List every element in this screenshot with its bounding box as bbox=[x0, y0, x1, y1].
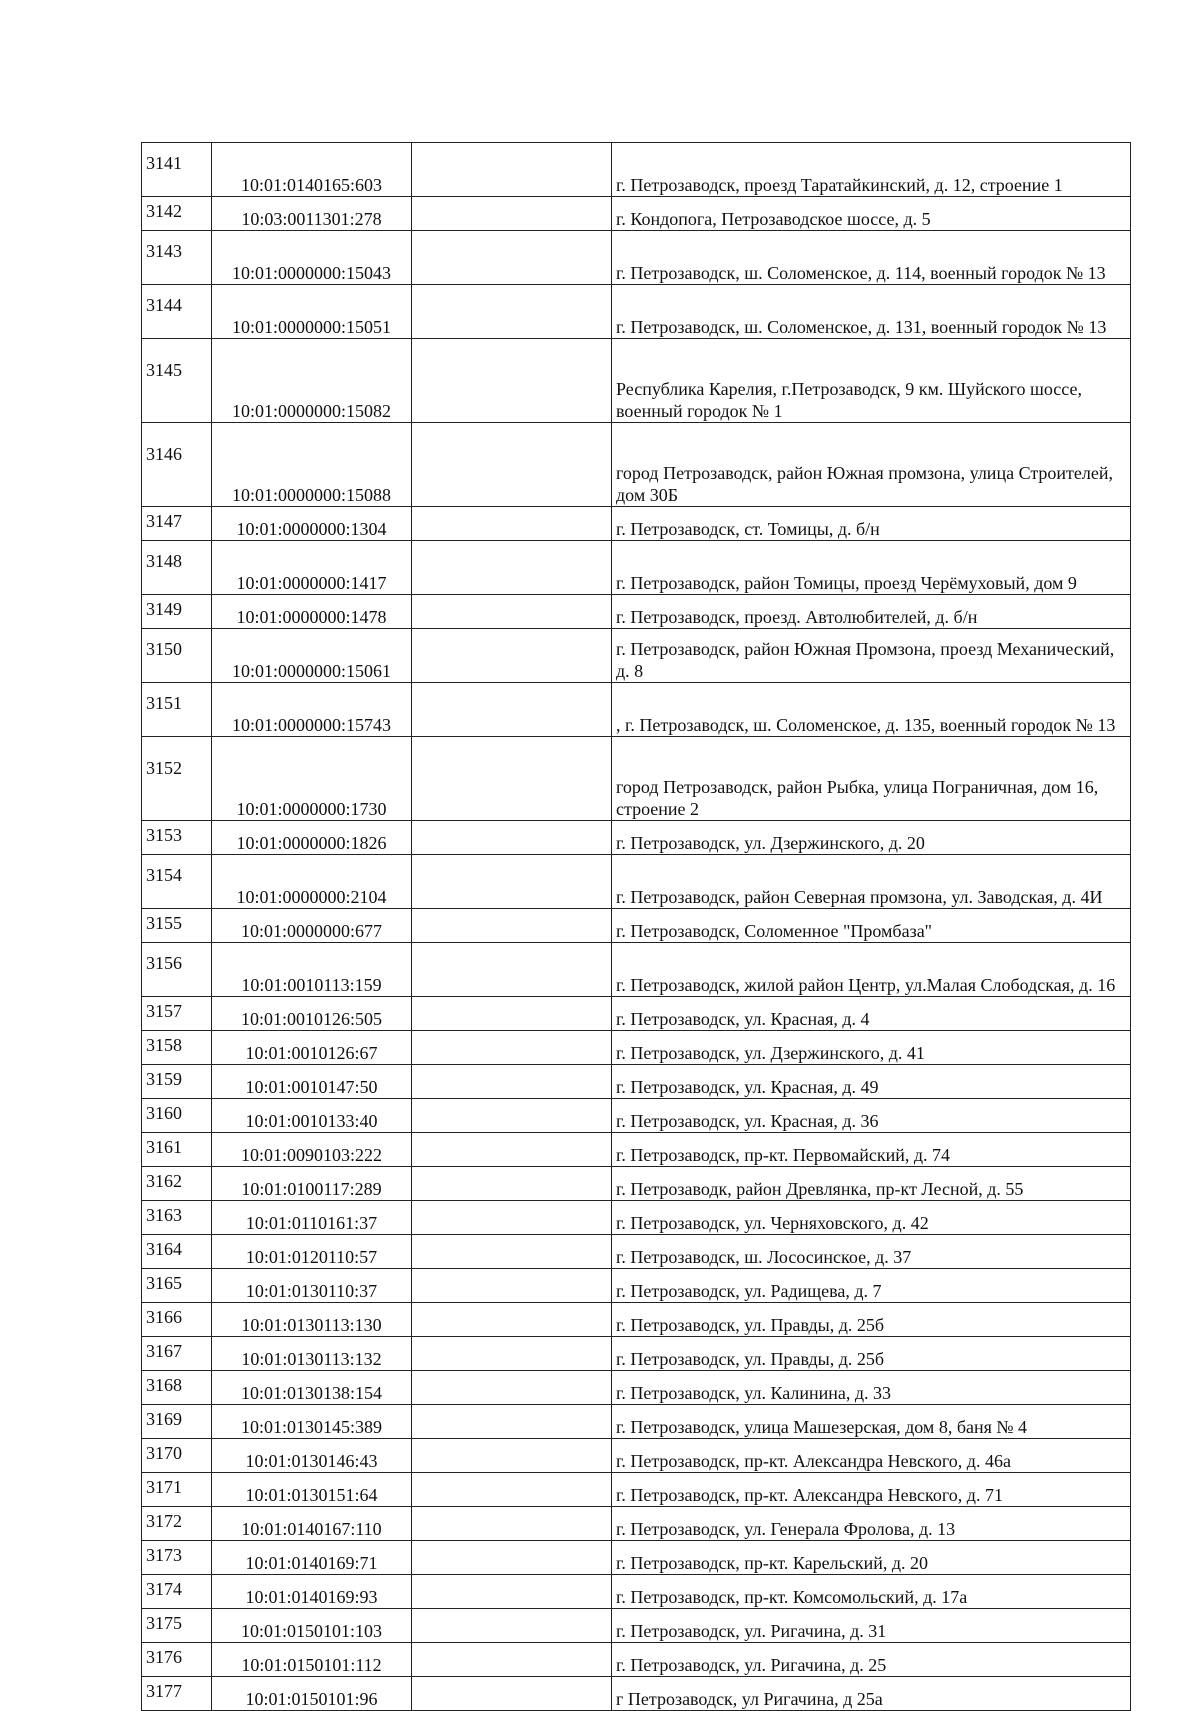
empty-cell bbox=[412, 197, 612, 231]
address-cell: г. Петрозаводк, район Древлянка, пр-кт Лесной, д. 55 bbox=[612, 1167, 1131, 1201]
empty-cell bbox=[412, 737, 612, 821]
table-row bbox=[142, 1609, 1131, 1643]
cadastral-number-cell: 10:01:0150101:96 bbox=[212, 1677, 412, 1711]
empty-cell bbox=[412, 909, 612, 943]
address-cell: г. Петрозаводск, пр-кт. Александра Невского, д. 46а bbox=[612, 1439, 1131, 1473]
row-number-cell: 3155 bbox=[142, 909, 212, 943]
row-number-cell: 3158 bbox=[142, 1031, 212, 1065]
register-table-body bbox=[142, 143, 1131, 1711]
property-register-table bbox=[141, 142, 1131, 1711]
address-cell: г. Петрозаводск, ул. Красная, д. 49 bbox=[612, 1065, 1131, 1099]
table-row bbox=[142, 1099, 1131, 1133]
table-row bbox=[142, 197, 1131, 231]
row-number-cell: 3168 bbox=[142, 1371, 212, 1405]
row-number-cell: 3177 bbox=[142, 1677, 212, 1711]
cadastral-number-cell: 10:01:0140167:110 bbox=[212, 1507, 412, 1541]
address-cell: г. Петрозаводск, пр-кт. Комсомольский, д. 17а bbox=[612, 1575, 1131, 1609]
cadastral-number-cell: 10:01:0000000:15082 bbox=[212, 339, 412, 423]
table-row bbox=[142, 683, 1131, 737]
row-number-cell: 3161 bbox=[142, 1133, 212, 1167]
empty-cell bbox=[412, 1541, 612, 1575]
row-number-cell: 3169 bbox=[142, 1405, 212, 1439]
cadastral-number-cell: 10:01:0130151:64 bbox=[212, 1473, 412, 1507]
cadastral-number-cell: 10:01:0150101:112 bbox=[212, 1643, 412, 1677]
row-number-cell: 3151 bbox=[142, 683, 212, 737]
row-number-cell: 3145 bbox=[142, 339, 212, 423]
row-number-cell: 3147 bbox=[142, 507, 212, 541]
empty-cell bbox=[412, 1065, 612, 1099]
empty-cell bbox=[412, 629, 612, 683]
empty-cell bbox=[412, 143, 612, 197]
cadastral-number-cell: 10:01:0000000:15043 bbox=[212, 231, 412, 285]
empty-cell bbox=[412, 1201, 612, 1235]
address-cell: г. Петрозаводск, ул. Генерала Фролова, д. 13 bbox=[612, 1507, 1131, 1541]
cadastral-number-cell: 10:01:0000000:677 bbox=[212, 909, 412, 943]
empty-cell bbox=[412, 1099, 612, 1133]
table-row bbox=[142, 541, 1131, 595]
address-cell: г. Петрозаводск, ул. Ригачина, д. 31 bbox=[612, 1609, 1131, 1643]
address-cell: г. Петрозаводск, ул. Красная, д. 4 bbox=[612, 997, 1131, 1031]
table-row bbox=[142, 1371, 1131, 1405]
cadastral-number-cell: 10:01:0140169:71 bbox=[212, 1541, 412, 1575]
cadastral-number-cell: 10:01:0000000:1304 bbox=[212, 507, 412, 541]
row-number-cell: 3166 bbox=[142, 1303, 212, 1337]
row-number-cell: 3172 bbox=[142, 1507, 212, 1541]
table-row bbox=[142, 1575, 1131, 1609]
cadastral-number-cell: 10:01:0000000:15743 bbox=[212, 683, 412, 737]
table-row bbox=[142, 1201, 1131, 1235]
address-cell: г. Петрозаводск, пр-кт. Александра Невского, д. 71 bbox=[612, 1473, 1131, 1507]
empty-cell bbox=[412, 943, 612, 997]
cadastral-number-cell: 10:01:0130113:130 bbox=[212, 1303, 412, 1337]
table-row bbox=[142, 737, 1131, 821]
table-row bbox=[142, 507, 1131, 541]
row-number-cell: 3150 bbox=[142, 629, 212, 683]
empty-cell bbox=[412, 855, 612, 909]
row-number-cell: 3153 bbox=[142, 821, 212, 855]
table-row bbox=[142, 231, 1131, 285]
cadastral-number-cell: 10:01:0000000:1730 bbox=[212, 737, 412, 821]
address-cell: г. Петрозаводск, ст. Томицы, д. б/н bbox=[612, 507, 1131, 541]
row-number-cell: 3146 bbox=[142, 423, 212, 507]
empty-cell bbox=[412, 1575, 612, 1609]
empty-cell bbox=[412, 231, 612, 285]
address-cell: г. Петрозаводск, ул. Правды, д. 25б bbox=[612, 1303, 1131, 1337]
address-cell: г. Петрозаводск, ул. Красная, д. 36 bbox=[612, 1099, 1131, 1133]
address-cell: г. Петрозаводск, Соломенное "Промбаза" bbox=[612, 909, 1131, 943]
address-cell: город Петрозаводск, район Рыбка, улица Пограничная, дом 16, строение 2 bbox=[612, 737, 1131, 821]
row-number-cell: 3162 bbox=[142, 1167, 212, 1201]
row-number-cell: 3167 bbox=[142, 1337, 212, 1371]
address-cell: г. Петрозаводск, ул. Калинина, д. 33 bbox=[612, 1371, 1131, 1405]
table-row bbox=[142, 1541, 1131, 1575]
cadastral-number-cell: 10:03:0011301:278 bbox=[212, 197, 412, 231]
cadastral-number-cell: 10:01:0140169:93 bbox=[212, 1575, 412, 1609]
table-row bbox=[142, 1235, 1131, 1269]
cadastral-number-cell: 10:01:0010133:40 bbox=[212, 1099, 412, 1133]
table-row bbox=[142, 997, 1131, 1031]
empty-cell bbox=[412, 285, 612, 339]
table-row bbox=[142, 1643, 1131, 1677]
cadastral-number-cell: 10:01:0000000:15088 bbox=[212, 423, 412, 507]
table-row bbox=[142, 1507, 1131, 1541]
empty-cell bbox=[412, 1371, 612, 1405]
table-row bbox=[142, 423, 1131, 507]
cadastral-number-cell: 10:01:0130146:43 bbox=[212, 1439, 412, 1473]
cadastral-number-cell: 10:01:0000000:15061 bbox=[212, 629, 412, 683]
cadastral-number-cell: 10:01:0000000:1826 bbox=[212, 821, 412, 855]
address-cell: г. Петрозаводск, район Южная Промзона, проезд Механический, д. 8 bbox=[612, 629, 1131, 683]
table-row bbox=[142, 339, 1131, 423]
address-cell: г. Петрозаводск, ул. Дзержинского, д. 41 bbox=[612, 1031, 1131, 1065]
address-cell: г. Петрозаводск, проезд. Автолюбителей, д. б/н bbox=[612, 595, 1131, 629]
cadastral-number-cell: 10:01:0010126:505 bbox=[212, 997, 412, 1031]
empty-cell bbox=[412, 1677, 612, 1711]
cadastral-number-cell: 10:01:0130138:154 bbox=[212, 1371, 412, 1405]
empty-cell bbox=[412, 1609, 612, 1643]
empty-cell bbox=[412, 1235, 612, 1269]
address-cell: г. Кондопога, Петрозаводское шоссе, д. 5 bbox=[612, 197, 1131, 231]
address-cell: Республика Карелия, г.Петрозаводск, 9 км. Шуйского шоссе, военный городок № 1 bbox=[612, 339, 1131, 423]
empty-cell bbox=[412, 339, 612, 423]
row-number-cell: 3152 bbox=[142, 737, 212, 821]
cadastral-number-cell: 10:01:0010126:67 bbox=[212, 1031, 412, 1065]
table-row bbox=[142, 143, 1131, 197]
empty-cell bbox=[412, 1269, 612, 1303]
row-number-cell: 3171 bbox=[142, 1473, 212, 1507]
cadastral-number-cell: 10:01:0090103:222 bbox=[212, 1133, 412, 1167]
address-cell: г. Петрозаводск, ш. Лососинское, д. 37 bbox=[612, 1235, 1131, 1269]
empty-cell bbox=[412, 595, 612, 629]
empty-cell bbox=[412, 1507, 612, 1541]
table-row bbox=[142, 821, 1131, 855]
table-row bbox=[142, 1065, 1131, 1099]
empty-cell bbox=[412, 1167, 612, 1201]
row-number-cell: 3165 bbox=[142, 1269, 212, 1303]
table-row bbox=[142, 595, 1131, 629]
row-number-cell: 3144 bbox=[142, 285, 212, 339]
address-cell: г. Петрозаводск, ул. Ригачина, д. 25 bbox=[612, 1643, 1131, 1677]
cadastral-number-cell: 10:01:0150101:103 bbox=[212, 1609, 412, 1643]
cadastral-number-cell: 10:01:0120110:57 bbox=[212, 1235, 412, 1269]
table-row bbox=[142, 1677, 1131, 1711]
address-cell: г. Петрозаводск, ш. Соломенское, д. 131, военный городок № 13 bbox=[612, 285, 1131, 339]
row-number-cell: 3154 bbox=[142, 855, 212, 909]
address-cell: г. Петрозаводск, проезд Таратайкинский, д. 12, строение 1 bbox=[612, 143, 1131, 197]
empty-cell bbox=[412, 1405, 612, 1439]
row-number-cell: 3148 bbox=[142, 541, 212, 595]
address-cell: город Петрозаводск, район Южная промзона, улица Строителей, дом 30Б bbox=[612, 423, 1131, 507]
address-cell: г. Петрозаводск, район Северная промзона, ул. Заводская, д. 4И bbox=[612, 855, 1131, 909]
address-cell: г. Петрозаводск, пр-кт. Первомайский, д. 74 bbox=[612, 1133, 1131, 1167]
row-number-cell: 3141 bbox=[142, 143, 212, 197]
cadastral-number-cell: 10:01:0000000:1478 bbox=[212, 595, 412, 629]
address-cell: г. Петрозаводск, ул. Черняховского, д. 42 bbox=[612, 1201, 1131, 1235]
row-number-cell: 3160 bbox=[142, 1099, 212, 1133]
table-row bbox=[142, 1439, 1131, 1473]
row-number-cell: 3149 bbox=[142, 595, 212, 629]
address-cell: г. Петрозаводск, жилой район Центр, ул.Малая Слободская, д. 16 bbox=[612, 943, 1131, 997]
cadastral-number-cell: 10:01:0130145:389 bbox=[212, 1405, 412, 1439]
row-number-cell: 3156 bbox=[142, 943, 212, 997]
empty-cell bbox=[412, 541, 612, 595]
empty-cell bbox=[412, 1337, 612, 1371]
cadastral-number-cell: 10:01:0000000:1417 bbox=[212, 541, 412, 595]
table-row bbox=[142, 1031, 1131, 1065]
empty-cell bbox=[412, 507, 612, 541]
address-cell: г. Петрозаводск, улица Машезерская, дом 8, баня № 4 bbox=[612, 1405, 1131, 1439]
row-number-cell: 3174 bbox=[142, 1575, 212, 1609]
row-number-cell: 3176 bbox=[142, 1643, 212, 1677]
row-number-cell: 3175 bbox=[142, 1609, 212, 1643]
address-cell: г. Петрозаводск, ул. Дзержинского, д. 20 bbox=[612, 821, 1131, 855]
empty-cell bbox=[412, 1643, 612, 1677]
table-row bbox=[142, 943, 1131, 997]
address-cell: г Петрозаводск, ул Ригачина, д 25а bbox=[612, 1677, 1131, 1711]
table-row bbox=[142, 1303, 1131, 1337]
empty-cell bbox=[412, 1473, 612, 1507]
cadastral-number-cell: 10:01:0000000:15051 bbox=[212, 285, 412, 339]
empty-cell bbox=[412, 683, 612, 737]
row-number-cell: 3163 bbox=[142, 1201, 212, 1235]
address-cell: г. Петрозаводск, ш. Соломенское, д. 114, военный городок № 13 bbox=[612, 231, 1131, 285]
cadastral-number-cell: 10:01:0130113:132 bbox=[212, 1337, 412, 1371]
table-row bbox=[142, 285, 1131, 339]
table-row bbox=[142, 1133, 1131, 1167]
row-number-cell: 3142 bbox=[142, 197, 212, 231]
cadastral-number-cell: 10:01:0140165:603 bbox=[212, 143, 412, 197]
empty-cell bbox=[412, 821, 612, 855]
cadastral-number-cell: 10:01:0010147:50 bbox=[212, 1065, 412, 1099]
address-cell: г. Петрозаводск, ул. Радищева, д. 7 bbox=[612, 1269, 1131, 1303]
cadastral-number-cell: 10:01:0130110:37 bbox=[212, 1269, 412, 1303]
table-row bbox=[142, 1405, 1131, 1439]
cadastral-number-cell: 10:01:0000000:2104 bbox=[212, 855, 412, 909]
table-row bbox=[142, 1337, 1131, 1371]
empty-cell bbox=[412, 1133, 612, 1167]
address-cell: , г. Петрозаводск, ш. Соломенское, д. 135, военный городок № 13 bbox=[612, 683, 1131, 737]
table-row bbox=[142, 1269, 1131, 1303]
row-number-cell: 3143 bbox=[142, 231, 212, 285]
empty-cell bbox=[412, 1031, 612, 1065]
table-row bbox=[142, 909, 1131, 943]
table-row bbox=[142, 855, 1131, 909]
address-cell: г. Петрозаводск, пр-кт. Карельский, д. 20 bbox=[612, 1541, 1131, 1575]
row-number-cell: 3159 bbox=[142, 1065, 212, 1099]
row-number-cell: 3164 bbox=[142, 1235, 212, 1269]
empty-cell bbox=[412, 997, 612, 1031]
table-row bbox=[142, 629, 1131, 683]
row-number-cell: 3173 bbox=[142, 1541, 212, 1575]
row-number-cell: 3157 bbox=[142, 997, 212, 1031]
cadastral-number-cell: 10:01:0110161:37 bbox=[212, 1201, 412, 1235]
address-cell: г. Петрозаводск, ул. Правды, д. 25б bbox=[612, 1337, 1131, 1371]
cadastral-number-cell: 10:01:0010113:159 bbox=[212, 943, 412, 997]
table-row bbox=[142, 1473, 1131, 1507]
empty-cell bbox=[412, 1303, 612, 1337]
address-cell: г. Петрозаводск, район Томицы, проезд Черёмуховый, дом 9 bbox=[612, 541, 1131, 595]
empty-cell bbox=[412, 1439, 612, 1473]
table-row bbox=[142, 1167, 1131, 1201]
cadastral-number-cell: 10:01:0100117:289 bbox=[212, 1167, 412, 1201]
empty-cell bbox=[412, 423, 612, 507]
row-number-cell: 3170 bbox=[142, 1439, 212, 1473]
